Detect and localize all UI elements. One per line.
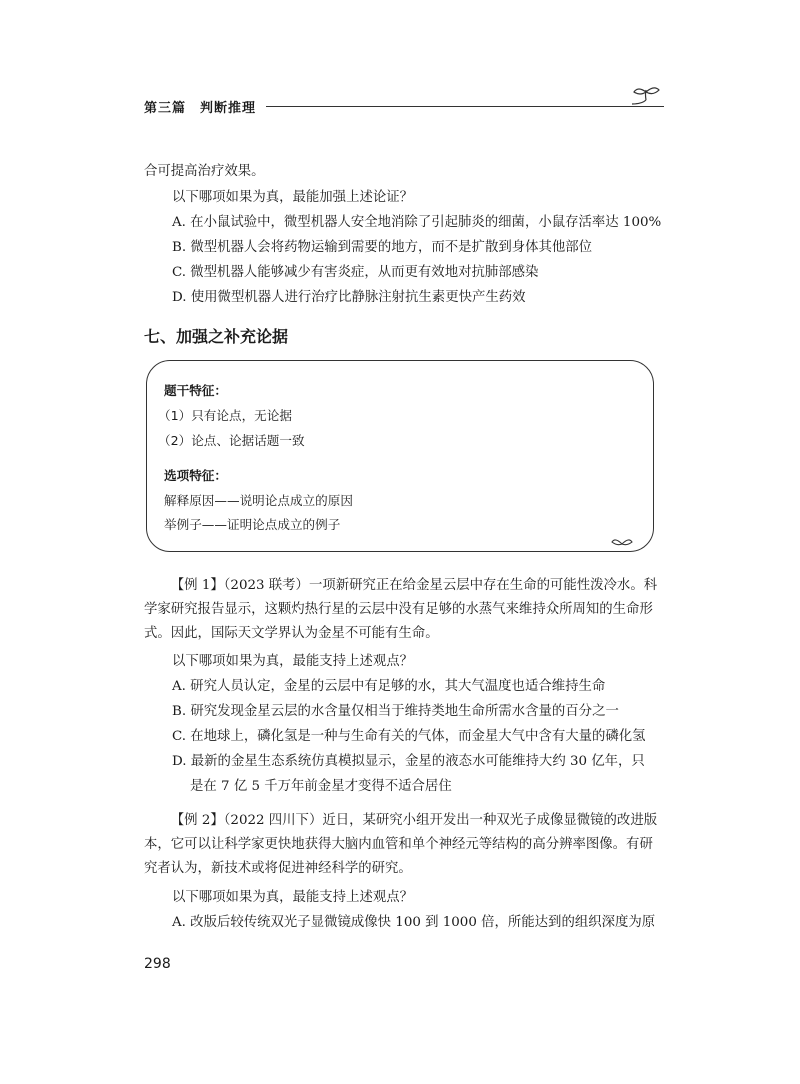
option-label: 选项特征： [164, 468, 227, 483]
example1-option-b: B. 研究发现金星云层的水含量仅相当于维持类地生命所需水含量的百分之一 [172, 704, 619, 719]
stem-item-1: （1）只有论点，无论据 [158, 408, 292, 423]
example1-option-c: C. 在地球上，磷化氢是一种与生命有关的气体，而金星大气中含有大量的磷化氢 [172, 729, 646, 744]
example2-text: 【例 2】（2022 四川下）近日，某研究小组开发出一种双光子成像显微镜的改进版本，它可以让科学家更快地获得大脑内血管和单个神经元等结构的高分辨率图像。有研究者认为，新技术或将促进神经科学的研究。 [144, 813, 658, 876]
option-item-2: 举例子——证明论点成立的例子 [164, 517, 341, 532]
example1-question: 以下哪项如果为真，最能支持上述观点？ [172, 654, 414, 669]
sprout-icon [628, 84, 664, 108]
example1-option-a: A. 研究人员认定，金星的云层中有足够的水，其大气温度也适合维持生命 [172, 679, 606, 694]
intro-option-d: D. 使用微型机器人进行治疗比静脉注射抗生素更快产生药效 [172, 290, 526, 305]
header-part: 第三篇 [144, 100, 187, 116]
intro-text: 合可提高治疗效果。 [144, 164, 265, 179]
intro-option-c: C. 微型机器人能够减少有害炎症，从而更有效地对抗肺部感染 [172, 265, 539, 280]
header-rule [266, 106, 664, 107]
intro-option-a: A. 在小鼠试验中，微型机器人安全地消除了引起肺炎的细菌，小鼠存活率达 100% [172, 215, 662, 230]
intro-option-b: B. 微型机器人会将药物运输到需要的地方，而不是扩散到身体其他部位 [172, 240, 593, 255]
box-sprout-icon [610, 536, 634, 548]
example1-text: 【例 1】（2023 联考）一项新研究正在给金星云层中存在生命的可能性泼冷水。科学家研究报告显示，这颗灼热行星的云层中没有足够的水蒸气来维持众所周知的生命形式。因此，国际天文学界认为金星不可能有生命。 [144, 578, 658, 641]
example1-option-d-cont: 是在 7 亿 5 千万年前金星才变得不适合居住 [190, 779, 452, 794]
intro-question: 以下哪项如果为真，最能加强上述论证？ [172, 190, 414, 205]
page-number: 298 [144, 956, 171, 972]
stem-item-2: （2）论点、论据话题一致 [158, 433, 305, 448]
stem-label: 题干特征： [164, 383, 227, 398]
example1-option-d: D. 最新的金星生态系统仿真模拟显示，金星的液态水可能维持大约 30 亿年，只 [172, 754, 645, 769]
option-item-1: 解释原因——说明论点成立的原因 [164, 493, 353, 508]
section-title: 七、加强之补充论据 [144, 327, 289, 346]
header-title: 判断推理 [200, 100, 257, 116]
example2-question: 以下哪项如果为真，最能支持上述观点？ [172, 890, 414, 905]
example2-option-a: A. 改版后较传统双光子显微镜成像快 100 到 1000 倍，所能达到的组织深度为原 [172, 915, 656, 930]
running-header [144, 97, 664, 115]
